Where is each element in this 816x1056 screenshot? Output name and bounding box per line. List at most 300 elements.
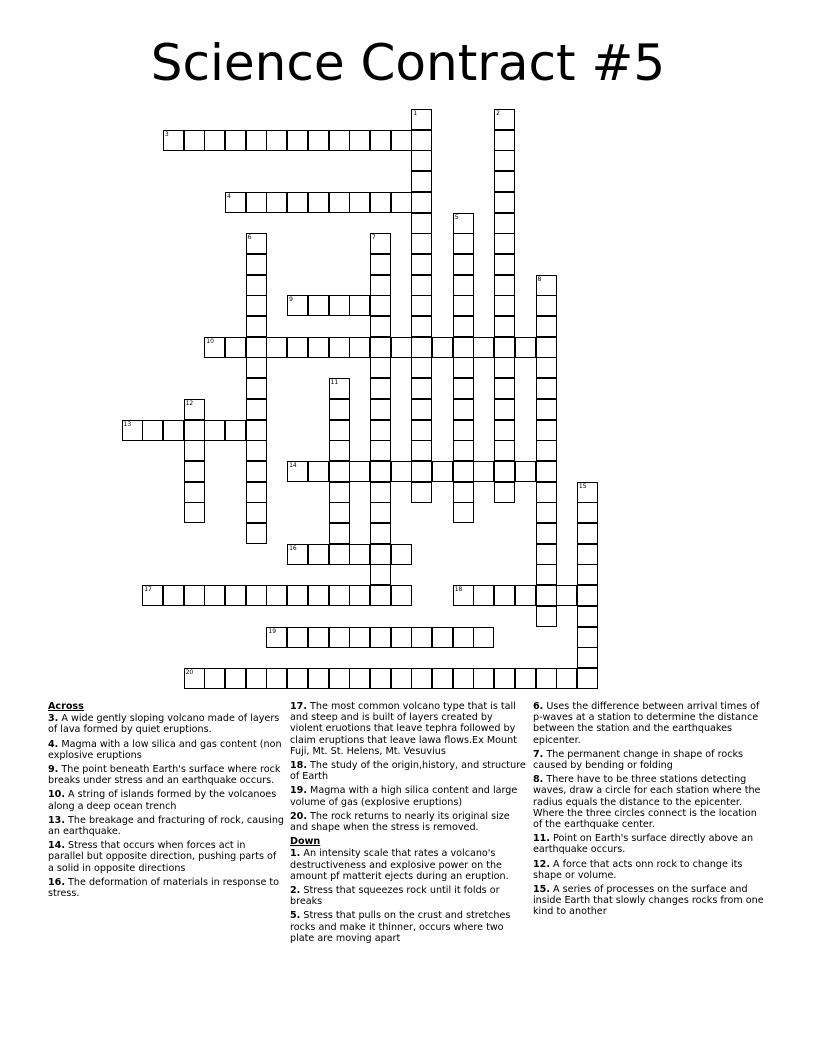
grid-cell[interactable]: [266, 192, 287, 213]
grid-cell[interactable]: [122, 420, 143, 441]
grid-cell[interactable]: [184, 502, 205, 523]
grid-cell[interactable]: [536, 461, 557, 482]
grid-cell[interactable]: [370, 544, 391, 565]
clue-number: 11: [330, 379, 339, 387]
grid-cell[interactable]: [204, 130, 225, 151]
grid-cell[interactable]: [536, 564, 557, 585]
grid-cell[interactable]: [225, 585, 246, 606]
grid-cell[interactable]: [577, 668, 598, 689]
grid-cell[interactable]: [536, 668, 557, 689]
clue-item: [533, 774, 769, 830]
clue-item-number: 2.: [290, 885, 301, 897]
grid-cell[interactable]: [349, 585, 370, 606]
grid-cell[interactable]: [494, 192, 515, 213]
clue-item: [290, 885, 526, 907]
grid-cell[interactable]: [577, 523, 598, 544]
grid-cell[interactable]: [246, 130, 267, 151]
grid-cell[interactable]: [411, 378, 432, 399]
grid-cell[interactable]: [494, 213, 515, 234]
grid-cell[interactable]: [577, 585, 598, 606]
grid-cell[interactable]: [411, 357, 432, 378]
grid-cell[interactable]: [453, 668, 474, 689]
grid-cell[interactable]: [370, 254, 391, 275]
grid-cell[interactable]: [308, 585, 329, 606]
grid-cell[interactable]: [246, 461, 267, 482]
grid-cell[interactable]: [370, 482, 391, 503]
grid-cell[interactable]: [494, 150, 515, 171]
grid-cell[interactable]: [411, 668, 432, 689]
grid-cell[interactable]: [494, 668, 515, 689]
grid-cell[interactable]: [287, 295, 308, 316]
grid-cell[interactable]: [349, 627, 370, 648]
grid-cell[interactable]: [246, 316, 267, 337]
grid-cell[interactable]: [391, 461, 412, 482]
grid-cell[interactable]: [370, 420, 391, 441]
grid-cell[interactable]: [411, 440, 432, 461]
grid-cell[interactable]: [391, 130, 412, 151]
grid-cell[interactable]: [536, 420, 557, 441]
grid-cell[interactable]: [308, 192, 329, 213]
grid-cell[interactable]: [473, 627, 494, 648]
grid-cell[interactable]: [453, 440, 474, 461]
clue-item-text: Stress that occurs when forces act in parallel but opposite direction, pushing parts of a solid in opposite directions: [48, 840, 277, 874]
grid-cell[interactable]: [536, 482, 557, 503]
grid-cell[interactable]: [184, 130, 205, 151]
grid-cell[interactable]: [411, 254, 432, 275]
clue-item-text: A string of islands formed by the volcanoes along a deep ocean trench: [48, 789, 277, 812]
grid-cell[interactable]: [453, 378, 474, 399]
clue-item-text: Magma with a low silica and gas content (non explosive eruptions: [48, 738, 282, 761]
grid-cell[interactable]: [370, 461, 391, 482]
clue-number: 13: [123, 420, 132, 428]
grid-cell[interactable]: [370, 502, 391, 523]
grid-cell[interactable]: [577, 482, 598, 503]
clue-item: [290, 760, 526, 782]
clues-column-1: [48, 701, 284, 902]
grid-cell[interactable]: [308, 544, 329, 565]
clue-number: 5: [454, 213, 459, 221]
grid-cell[interactable]: [204, 585, 225, 606]
grid-cell[interactable]: [536, 440, 557, 461]
clue-item-number: 17.: [290, 701, 307, 712]
grid-cell[interactable]: [556, 585, 577, 606]
grid-cell[interactable]: [266, 627, 287, 648]
grid-cell[interactable]: [370, 399, 391, 420]
grid-cell[interactable]: [370, 440, 391, 461]
grid-cell[interactable]: [246, 233, 267, 254]
grid-cell[interactable]: [577, 502, 598, 523]
grid-cell[interactable]: [411, 337, 432, 358]
grid-cell[interactable]: [184, 420, 205, 441]
grid-cell[interactable]: [536, 502, 557, 523]
grid-cell[interactable]: [287, 585, 308, 606]
grid-cell[interactable]: [266, 668, 287, 689]
grid-cell[interactable]: [163, 420, 184, 441]
grid-cell[interactable]: [246, 585, 267, 606]
grid-cell[interactable]: [225, 130, 246, 151]
grid-cell[interactable]: [184, 399, 205, 420]
grid-cell[interactable]: [494, 482, 515, 503]
grid-cell[interactable]: [184, 440, 205, 461]
grid-cell[interactable]: [225, 337, 246, 358]
grid-cell[interactable]: [494, 254, 515, 275]
grid-cell[interactable]: [204, 420, 225, 441]
clue-item: [533, 833, 769, 855]
grid-cell[interactable]: [411, 399, 432, 420]
grid-cell[interactable]: [473, 585, 494, 606]
down-clue-list: [290, 848, 526, 944]
grid-cell[interactable]: [287, 130, 308, 151]
clue-item-number: 5.: [290, 910, 301, 922]
grid-cell[interactable]: [370, 130, 391, 151]
clue-item-text: The point beneath Earth's surface where rock breaks under stress and an earthquake occurs.: [48, 764, 281, 787]
grid-cell[interactable]: [494, 275, 515, 296]
grid-cell[interactable]: [391, 337, 412, 358]
grid-cell[interactable]: [329, 337, 350, 358]
clue-number: 15: [578, 482, 587, 490]
clue-item: [290, 848, 526, 882]
grid-cell[interactable]: [246, 668, 267, 689]
clue-number: 1: [413, 110, 418, 117]
grid-cell[interactable]: [453, 420, 474, 441]
grid-cell[interactable]: [246, 254, 267, 275]
grid-cell[interactable]: [494, 130, 515, 151]
grid-cell[interactable]: [494, 233, 515, 254]
clue-item: [290, 701, 526, 757]
grid-cell[interactable]: [453, 213, 474, 234]
grid-cell[interactable]: [515, 337, 536, 358]
grid-cell[interactable]: [577, 564, 598, 585]
grid-cell[interactable]: [453, 502, 474, 523]
grid-cell[interactable]: [453, 461, 474, 482]
grid-cell[interactable]: [246, 378, 267, 399]
grid-cell[interactable]: [494, 378, 515, 399]
clue-item-text: The rock returns to nearly its original size and shape when the stress is removed.: [290, 810, 510, 834]
grid-cell[interactable]: [494, 171, 515, 192]
grid-cell[interactable]: [453, 482, 474, 503]
grid-cell[interactable]: [370, 337, 391, 358]
clue-item: [48, 789, 284, 811]
clue-item-number: 14.: [48, 840, 65, 852]
clue-item-number: 19.: [290, 785, 307, 797]
grid-cell[interactable]: [287, 337, 308, 358]
clue-item: [48, 840, 284, 874]
grid-cell[interactable]: [391, 585, 412, 606]
grid-cell[interactable]: [411, 627, 432, 648]
grid-cell[interactable]: [370, 585, 391, 606]
grid-cell[interactable]: [473, 461, 494, 482]
grid-cell[interactable]: [308, 668, 329, 689]
grid-cell[interactable]: [453, 585, 474, 606]
grid-cell[interactable]: [266, 585, 287, 606]
grid-cell[interactable]: [349, 544, 370, 565]
grid-cell[interactable]: [494, 295, 515, 316]
grid-cell[interactable]: [453, 275, 474, 296]
grid-cell[interactable]: [246, 420, 267, 441]
clue-number: 20: [185, 668, 194, 676]
grid-cell[interactable]: [329, 295, 350, 316]
grid-cell[interactable]: [246, 502, 267, 523]
clue-item-text: A force that acts onn rock to change its shape or volume.: [533, 858, 743, 881]
grid-cell[interactable]: [494, 585, 515, 606]
clue-number: 2: [496, 110, 500, 117]
grid-cell[interactable]: [411, 171, 432, 192]
grid-cell[interactable]: [411, 233, 432, 254]
grid-cell[interactable]: [432, 337, 453, 358]
grid-cell[interactable]: [225, 420, 246, 441]
grid-cell[interactable]: [246, 440, 267, 461]
grid-cell[interactable]: [577, 606, 598, 627]
clue-item-number: 20.: [290, 810, 307, 822]
grid-cell[interactable]: [494, 337, 515, 358]
grid-cell[interactable]: [411, 461, 432, 482]
grid-cell[interactable]: [246, 357, 267, 378]
grid-cell[interactable]: [329, 192, 350, 213]
grid-cell[interactable]: [308, 337, 329, 358]
down-heading: Down: [290, 836, 321, 848]
grid-cell[interactable]: [349, 461, 370, 482]
grid-cell[interactable]: [411, 109, 432, 130]
grid-cell[interactable]: [163, 130, 184, 151]
grid-cell[interactable]: [184, 585, 205, 606]
grid-cell[interactable]: [494, 399, 515, 420]
grid-cell[interactable]: [308, 627, 329, 648]
clue-item-number: 4.: [48, 738, 59, 750]
clue-item: [290, 811, 526, 833]
grid-cell[interactable]: [349, 192, 370, 213]
grid-cell[interactable]: [536, 378, 557, 399]
grid-cell[interactable]: [246, 482, 267, 503]
clue-item-number: 8.: [533, 774, 544, 786]
clue-item-number: 9.: [48, 764, 59, 776]
grid-cell[interactable]: [391, 627, 412, 648]
grid-cell[interactable]: [184, 461, 205, 482]
grid-cell[interactable]: [453, 233, 474, 254]
grid-cell[interactable]: [329, 668, 350, 689]
grid-cell[interactable]: [370, 378, 391, 399]
clue-item-text: Magma with a high silica content and large volume of gas (explosive eruptions): [290, 785, 518, 808]
clue-item-text: A series of processes on the surface and inside Earth that slowly changes rocks from one kind to another: [533, 884, 764, 918]
clue-item-text: The breakage and fracturing of rock, causing an earthquake.: [48, 814, 284, 838]
grid-cell[interactable]: [411, 130, 432, 151]
grid-cell[interactable]: [163, 585, 184, 606]
grid-cell[interactable]: [391, 192, 412, 213]
grid-cell[interactable]: [432, 461, 453, 482]
grid-cell[interactable]: [370, 668, 391, 689]
clue-item-text: An intensity scale that rates a volcano's destructiveness and explosive power on the amount pf matterit ejects during an eruption.: [290, 848, 509, 882]
grid-cell[interactable]: [370, 523, 391, 544]
clue-item-number: 1.: [290, 848, 301, 860]
grid-cell[interactable]: [494, 440, 515, 461]
grid-cell[interactable]: [411, 150, 432, 171]
grid-cell[interactable]: [453, 357, 474, 378]
clue-item-number: 16.: [48, 876, 65, 888]
grid-cell[interactable]: [536, 585, 557, 606]
grid-cell[interactable]: [266, 130, 287, 151]
grid-cell[interactable]: [287, 627, 308, 648]
page-title: Science Contract #5: [150, 34, 666, 92]
clue-item-text: Stress that pulls on the crust and stretches rocks and make it thinner, occurs where two plate are moving apart: [290, 910, 511, 944]
grid-cell[interactable]: [204, 337, 225, 358]
clue-item-text: Uses the difference between arrival times of p-waves at a station to determine the distance between the station and the earthquakes epicenter.: [533, 701, 760, 746]
grid-cell[interactable]: [370, 295, 391, 316]
clue-item: [290, 910, 526, 944]
grid-cell[interactable]: [453, 337, 474, 358]
grid-cell[interactable]: [349, 295, 370, 316]
grid-cell[interactable]: [494, 420, 515, 441]
grid-cell[interactable]: [494, 109, 515, 130]
grid-cell[interactable]: [329, 378, 350, 399]
clue-item-number: 18.: [290, 760, 307, 772]
clue-item-number: 15.: [533, 884, 550, 896]
grid-cell[interactable]: [391, 668, 412, 689]
grid-cell[interactable]: [370, 316, 391, 337]
clue-item: [290, 785, 526, 807]
grid-cell[interactable]: [453, 316, 474, 337]
grid-cell[interactable]: [329, 130, 350, 151]
grid-cell[interactable]: [370, 192, 391, 213]
clue-item: [48, 713, 284, 735]
grid-cell[interactable]: [287, 544, 308, 565]
clue-item-number: 11.: [533, 833, 550, 845]
grid-cell[interactable]: [536, 337, 557, 358]
clue-number: 8: [537, 275, 542, 283]
grid-cell[interactable]: [515, 461, 536, 482]
grid-cell[interactable]: [329, 440, 350, 461]
grid-cell[interactable]: [577, 544, 598, 565]
grid-cell[interactable]: [370, 233, 391, 254]
grid-cell[interactable]: [349, 130, 370, 151]
grid-cell[interactable]: [536, 357, 557, 378]
clue-item-text: Point on Earth's surface directly above an earthquake occurs.: [533, 833, 754, 856]
clue-number: 9: [289, 296, 293, 304]
clue-item-number: 12.: [533, 858, 550, 870]
grid-cell[interactable]: [453, 295, 474, 316]
clue-item: [48, 764, 284, 786]
grid-cell[interactable]: [308, 295, 329, 316]
clue-number: 4: [227, 192, 231, 200]
grid-cell[interactable]: [577, 647, 598, 668]
grid-cell[interactable]: [329, 461, 350, 482]
grid-cell[interactable]: [329, 544, 350, 565]
grid-cell[interactable]: [287, 668, 308, 689]
grid-cell[interactable]: [287, 192, 308, 213]
grid-cell[interactable]: [329, 482, 350, 503]
grid-cell[interactable]: [246, 275, 267, 296]
grid-cell[interactable]: [515, 668, 536, 689]
grid-cell[interactable]: [453, 399, 474, 420]
clue-item: [48, 739, 284, 761]
grid-cell[interactable]: [432, 668, 453, 689]
grid-cell[interactable]: [453, 627, 474, 648]
clue-item: [533, 859, 769, 881]
grid-cell[interactable]: [184, 668, 205, 689]
grid-cell[interactable]: [329, 627, 350, 648]
grid-cell[interactable]: [349, 668, 370, 689]
grid-cell[interactable]: [246, 399, 267, 420]
grid-cell[interactable]: [556, 668, 577, 689]
clue-number: 14: [289, 461, 297, 469]
grid-cell[interactable]: [536, 544, 557, 565]
grid-cell[interactable]: [391, 544, 412, 565]
grid-cell[interactable]: [411, 275, 432, 296]
grid-cell[interactable]: [246, 337, 267, 358]
grid-cell[interactable]: [536, 316, 557, 337]
clue-item-number: 10.: [48, 789, 65, 801]
grid-cell[interactable]: [142, 420, 163, 441]
grid-cell[interactable]: [204, 668, 225, 689]
clue-item: [533, 884, 769, 918]
grid-cell[interactable]: [536, 523, 557, 544]
clue-number: 7: [371, 234, 376, 242]
across-heading: Across: [48, 701, 84, 712]
grid-cell[interactable]: [329, 420, 350, 441]
grid-cell[interactable]: [370, 357, 391, 378]
grid-cell[interactable]: [225, 192, 246, 213]
grid-cell[interactable]: [370, 275, 391, 296]
grid-cell[interactable]: [287, 461, 308, 482]
grid-cell[interactable]: [577, 627, 598, 648]
grid-cell[interactable]: [453, 254, 474, 275]
grid-cell[interactable]: [184, 482, 205, 503]
grid-cell[interactable]: [515, 585, 536, 606]
grid-cell[interactable]: [411, 482, 432, 503]
grid-cell[interactable]: [536, 399, 557, 420]
grid-cell[interactable]: [370, 627, 391, 648]
across-clue-list-continued: [290, 701, 526, 833]
clue-item: [48, 815, 284, 837]
grid-cell[interactable]: [473, 337, 494, 358]
grid-cell[interactable]: [473, 668, 494, 689]
clue-number: 10: [206, 337, 214, 345]
grid-cell[interactable]: [329, 523, 350, 544]
grid-cell[interactable]: [308, 461, 329, 482]
grid-cell[interactable]: [536, 606, 557, 627]
grid-cell[interactable]: [246, 192, 267, 213]
grid-cell[interactable]: [494, 461, 515, 482]
grid-cell[interactable]: [411, 295, 432, 316]
clues-column-2: [290, 701, 526, 947]
grid-cell[interactable]: [308, 130, 329, 151]
clue-item-number: 13.: [48, 814, 65, 826]
grid-cell[interactable]: [370, 564, 391, 585]
grid-cell[interactable]: [411, 192, 432, 213]
grid-cell[interactable]: [494, 316, 515, 337]
clue-number: 6: [247, 234, 252, 242]
grid-cell[interactable]: [411, 420, 432, 441]
grid-cell[interactable]: [536, 275, 557, 296]
grid-cell[interactable]: [349, 337, 370, 358]
grid-cell[interactable]: [142, 585, 163, 606]
grid-cell[interactable]: [536, 295, 557, 316]
grid-cell[interactable]: [329, 399, 350, 420]
grid-cell[interactable]: [411, 213, 432, 234]
grid-cell[interactable]: [246, 295, 267, 316]
grid-cell[interactable]: [329, 502, 350, 523]
clue-number: 12: [185, 399, 194, 407]
grid-cell[interactable]: [432, 627, 453, 648]
grid-cell[interactable]: [411, 316, 432, 337]
grid-cell[interactable]: [246, 523, 267, 544]
grid-cell[interactable]: [266, 337, 287, 358]
grid-cell[interactable]: [494, 357, 515, 378]
clue-item: [48, 877, 284, 899]
clue-number: 3: [164, 130, 169, 138]
clue-number: 19: [268, 627, 277, 635]
across-clue-list: [48, 713, 284, 899]
grid-cell[interactable]: [329, 585, 350, 606]
grid-cell[interactable]: [225, 668, 246, 689]
